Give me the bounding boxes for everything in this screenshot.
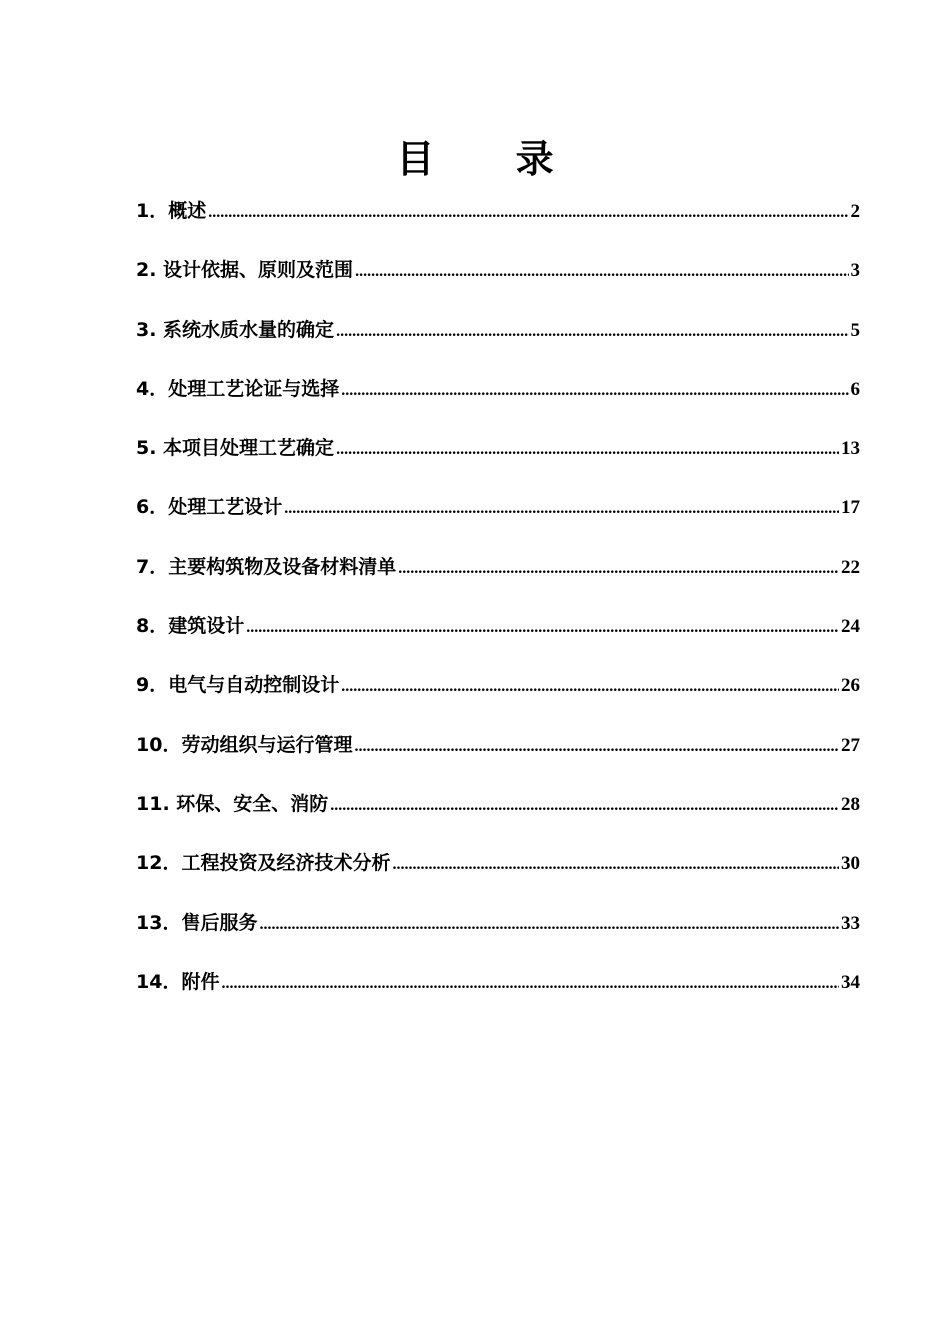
- toc-entry-page: 5: [850, 319, 860, 341]
- toc-dot-leader: [336, 441, 839, 459]
- toc-entry[interactable]: [136, 492, 860, 551]
- toc-entry-label: 11. 环保、安全、消防: [136, 792, 329, 815]
- toc-entry[interactable]: [136, 908, 860, 967]
- toc-entry-label: 7．主要构筑物及设备材料清单: [136, 555, 397, 578]
- toc-entry-page: 30: [841, 853, 860, 875]
- toc-entry-page: 33: [841, 912, 860, 934]
- toc-entry-label: 4．处理工艺论证与选择: [136, 377, 340, 400]
- toc-entry-page: 2: [850, 201, 860, 222]
- toc-dot-leader: [336, 323, 848, 341]
- toc-entry[interactable]: [136, 552, 860, 611]
- toc-entry[interactable]: [136, 374, 860, 433]
- toc-entry-page: 22: [841, 556, 860, 578]
- toc-dot-leader: [392, 856, 839, 874]
- toc-dot-leader: [398, 560, 839, 578]
- toc-entry[interactable]: [136, 315, 860, 374]
- toc-dot-leader: [208, 204, 848, 222]
- toc-entry-label: 12．工程投资及经济技术分析: [136, 852, 391, 875]
- toc-entry[interactable]: [136, 196, 860, 255]
- toc-entry[interactable]: [136, 730, 860, 789]
- toc-entry-label: 8．建筑设计: [136, 615, 245, 638]
- toc-entry[interactable]: [136, 848, 860, 907]
- toc-entry[interactable]: [136, 670, 860, 729]
- page-title: 目 录: [396, 137, 588, 181]
- toc-dot-leader: [284, 500, 839, 518]
- toc-entry-page: 17: [841, 497, 860, 519]
- toc-entry[interactable]: [136, 611, 860, 670]
- toc-entry-label: 10．劳动组织与运行管理: [136, 733, 353, 756]
- toc-entry-page: 28: [841, 793, 860, 815]
- toc-entry-page: 24: [841, 616, 860, 638]
- toc-entry-page: 26: [841, 675, 860, 697]
- toc-entry-page: 27: [841, 734, 860, 756]
- toc-entry-label: 2. 设计依据、原则及范围: [136, 259, 354, 282]
- toc-entry[interactable]: [136, 789, 860, 848]
- toc-entry-page: 34: [841, 971, 860, 993]
- toc-entry-page: 6: [850, 378, 860, 400]
- toc-entry[interactable]: [136, 255, 860, 314]
- toc-entry-label: 14．附件: [136, 970, 220, 993]
- toc-entry[interactable]: [136, 433, 860, 492]
- toc-dot-leader: [221, 975, 839, 993]
- toc-entry-label: 1．概述: [136, 200, 207, 222]
- toc-dot-leader: [246, 619, 839, 637]
- toc-entry-label: 3. 系统水质水量的确定: [136, 318, 335, 341]
- toc-dot-leader: [341, 382, 848, 400]
- toc-dot-leader: [330, 797, 839, 815]
- toc-entry-page: 3: [850, 260, 860, 282]
- toc-dot-leader: [354, 738, 839, 756]
- toc-dot-leader: [259, 916, 839, 934]
- toc-dot-leader: [341, 678, 839, 696]
- toc-entry-label: 5. 本项目处理工艺确定: [136, 437, 335, 460]
- toc-entry-label: 13．售后服务: [136, 911, 258, 934]
- toc-dot-leader: [355, 263, 848, 281]
- toc-entry[interactable]: [136, 967, 860, 1026]
- toc-entry-label: 9．电气与自动控制设计: [136, 674, 340, 697]
- toc-entry-page: 13: [841, 438, 860, 460]
- table-of-contents: [136, 196, 860, 1026]
- toc-entry-label: 6．处理工艺设计: [136, 496, 283, 519]
